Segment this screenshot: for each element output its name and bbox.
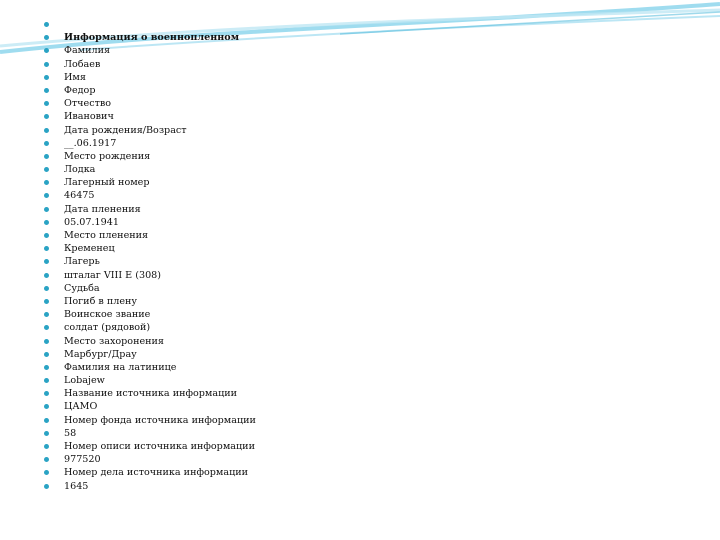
bullet-icon	[44, 75, 49, 80]
info-list	[44, 18, 256, 493]
list-item-text: шталаг VIII E (308)	[64, 269, 162, 281]
list-item-text: Фамилия	[64, 45, 111, 57]
bullet-icon	[44, 114, 49, 119]
list-item	[44, 321, 256, 334]
list-item	[44, 31, 256, 44]
bullet-icon	[44, 470, 49, 475]
list-item	[44, 374, 256, 387]
list-item	[44, 124, 256, 137]
list-item	[44, 18, 256, 31]
list-item	[44, 189, 256, 202]
bullet-icon	[44, 431, 49, 436]
list-item	[44, 269, 256, 282]
list-item-text: Место пленения	[64, 230, 149, 241]
list-item-text: Иванович	[64, 111, 114, 123]
bullet-icon	[44, 246, 49, 251]
list-item-text: 1645	[64, 480, 89, 492]
list-item	[44, 295, 256, 308]
bullet-icon	[44, 299, 49, 304]
list-item	[44, 400, 256, 413]
list-item-text: Дата рождения/Возраст	[64, 124, 187, 136]
bullet-icon	[44, 180, 49, 185]
list-item	[44, 137, 256, 150]
bullet-icon	[44, 141, 49, 146]
list-item-text: Название источника информации	[64, 388, 238, 400]
list-item	[44, 71, 256, 84]
list-item-text: Федор	[64, 84, 96, 96]
list-item-text: Имя	[64, 71, 86, 83]
list-item-text: Лобаев	[64, 58, 101, 70]
bullet-icon	[44, 88, 49, 93]
list-item	[44, 427, 256, 440]
list-item-text: Марбург/Драу	[64, 348, 137, 360]
list-item-text: Место захоронения	[64, 335, 164, 347]
list-item-text: Лагерь	[64, 256, 100, 268]
list-item-text: Погиб в плену	[64, 295, 138, 307]
list-item-text: Воинское звание	[64, 309, 151, 321]
bullet-icon	[44, 22, 49, 27]
bullet-icon	[44, 233, 49, 238]
bullet-icon	[44, 404, 49, 409]
list-item	[44, 361, 256, 374]
list-item-text: Лодка	[64, 164, 96, 176]
list-item-text: Отчество	[64, 98, 112, 110]
list-item	[44, 97, 256, 110]
bullet-icon	[44, 391, 49, 396]
bullet-icon	[44, 378, 49, 383]
list-item	[44, 466, 256, 479]
bullet-icon	[44, 325, 49, 330]
bullet-icon	[44, 128, 49, 133]
list-item	[44, 308, 256, 321]
bullet-icon	[44, 167, 49, 172]
bullet-icon	[44, 207, 49, 212]
list-item	[44, 163, 256, 176]
list-item-text: Судьба	[64, 282, 100, 294]
bullet-icon	[44, 286, 49, 291]
list-item-text: Lobajew	[64, 375, 105, 387]
list-item-text: 46475	[64, 190, 95, 202]
list-item	[44, 176, 256, 189]
list-item	[44, 387, 256, 400]
list-item-text: __.06.1917	[64, 137, 117, 149]
bullet-icon	[44, 62, 49, 67]
bullet-icon	[44, 220, 49, 225]
bullet-icon	[44, 273, 49, 278]
bullet-icon	[44, 48, 49, 53]
list-item	[44, 480, 256, 493]
list-item-text: солдат (рядовой)	[64, 322, 151, 334]
list-item-text: Кременец	[64, 243, 115, 255]
bullet-icon	[44, 35, 49, 40]
bullet-icon	[44, 259, 49, 264]
list-item-text: 977520	[64, 454, 101, 466]
list-item	[44, 110, 256, 123]
bullet-icon	[44, 312, 49, 317]
bullet-icon	[44, 339, 49, 344]
list-item	[44, 44, 256, 57]
list-item	[44, 335, 256, 348]
bullet-icon	[44, 484, 49, 489]
bullet-icon	[44, 193, 49, 198]
bullet-icon	[44, 418, 49, 423]
bullet-icon	[44, 154, 49, 159]
list-item	[44, 348, 256, 361]
list-item-text: 05.07.1941	[64, 216, 119, 228]
list-heading: Информация о военнопленном	[64, 32, 240, 44]
list-item-text: Лагерный номер	[64, 177, 150, 189]
list-item-text: Дата пленения	[64, 203, 141, 215]
bullet-icon	[44, 365, 49, 370]
list-item-text: Место рождения	[64, 150, 151, 162]
list-item	[44, 282, 256, 295]
list-item	[44, 242, 256, 255]
list-item-text: Номер дела источника информации	[64, 467, 249, 479]
list-item-text: Номер описи источника информации	[64, 441, 255, 452]
bullet-icon	[44, 457, 49, 462]
bullet-icon	[44, 101, 49, 106]
bullet-icon	[44, 444, 49, 449]
list-item-text: ЦАМО	[64, 401, 98, 413]
list-item	[44, 58, 256, 71]
list-item	[44, 203, 256, 216]
list-item	[44, 453, 256, 466]
list-item	[44, 255, 256, 268]
list-item	[44, 84, 256, 97]
list-item	[44, 150, 256, 163]
list-item	[44, 216, 256, 229]
list-item-text: Фамилия на латинице	[64, 361, 177, 373]
list-item-text: 58	[64, 427, 77, 439]
list-item	[44, 414, 256, 427]
list-item	[44, 229, 256, 242]
bullet-icon	[44, 352, 49, 357]
list-item-text: Номер фонда источника информации	[64, 414, 256, 426]
list-item	[44, 440, 256, 453]
